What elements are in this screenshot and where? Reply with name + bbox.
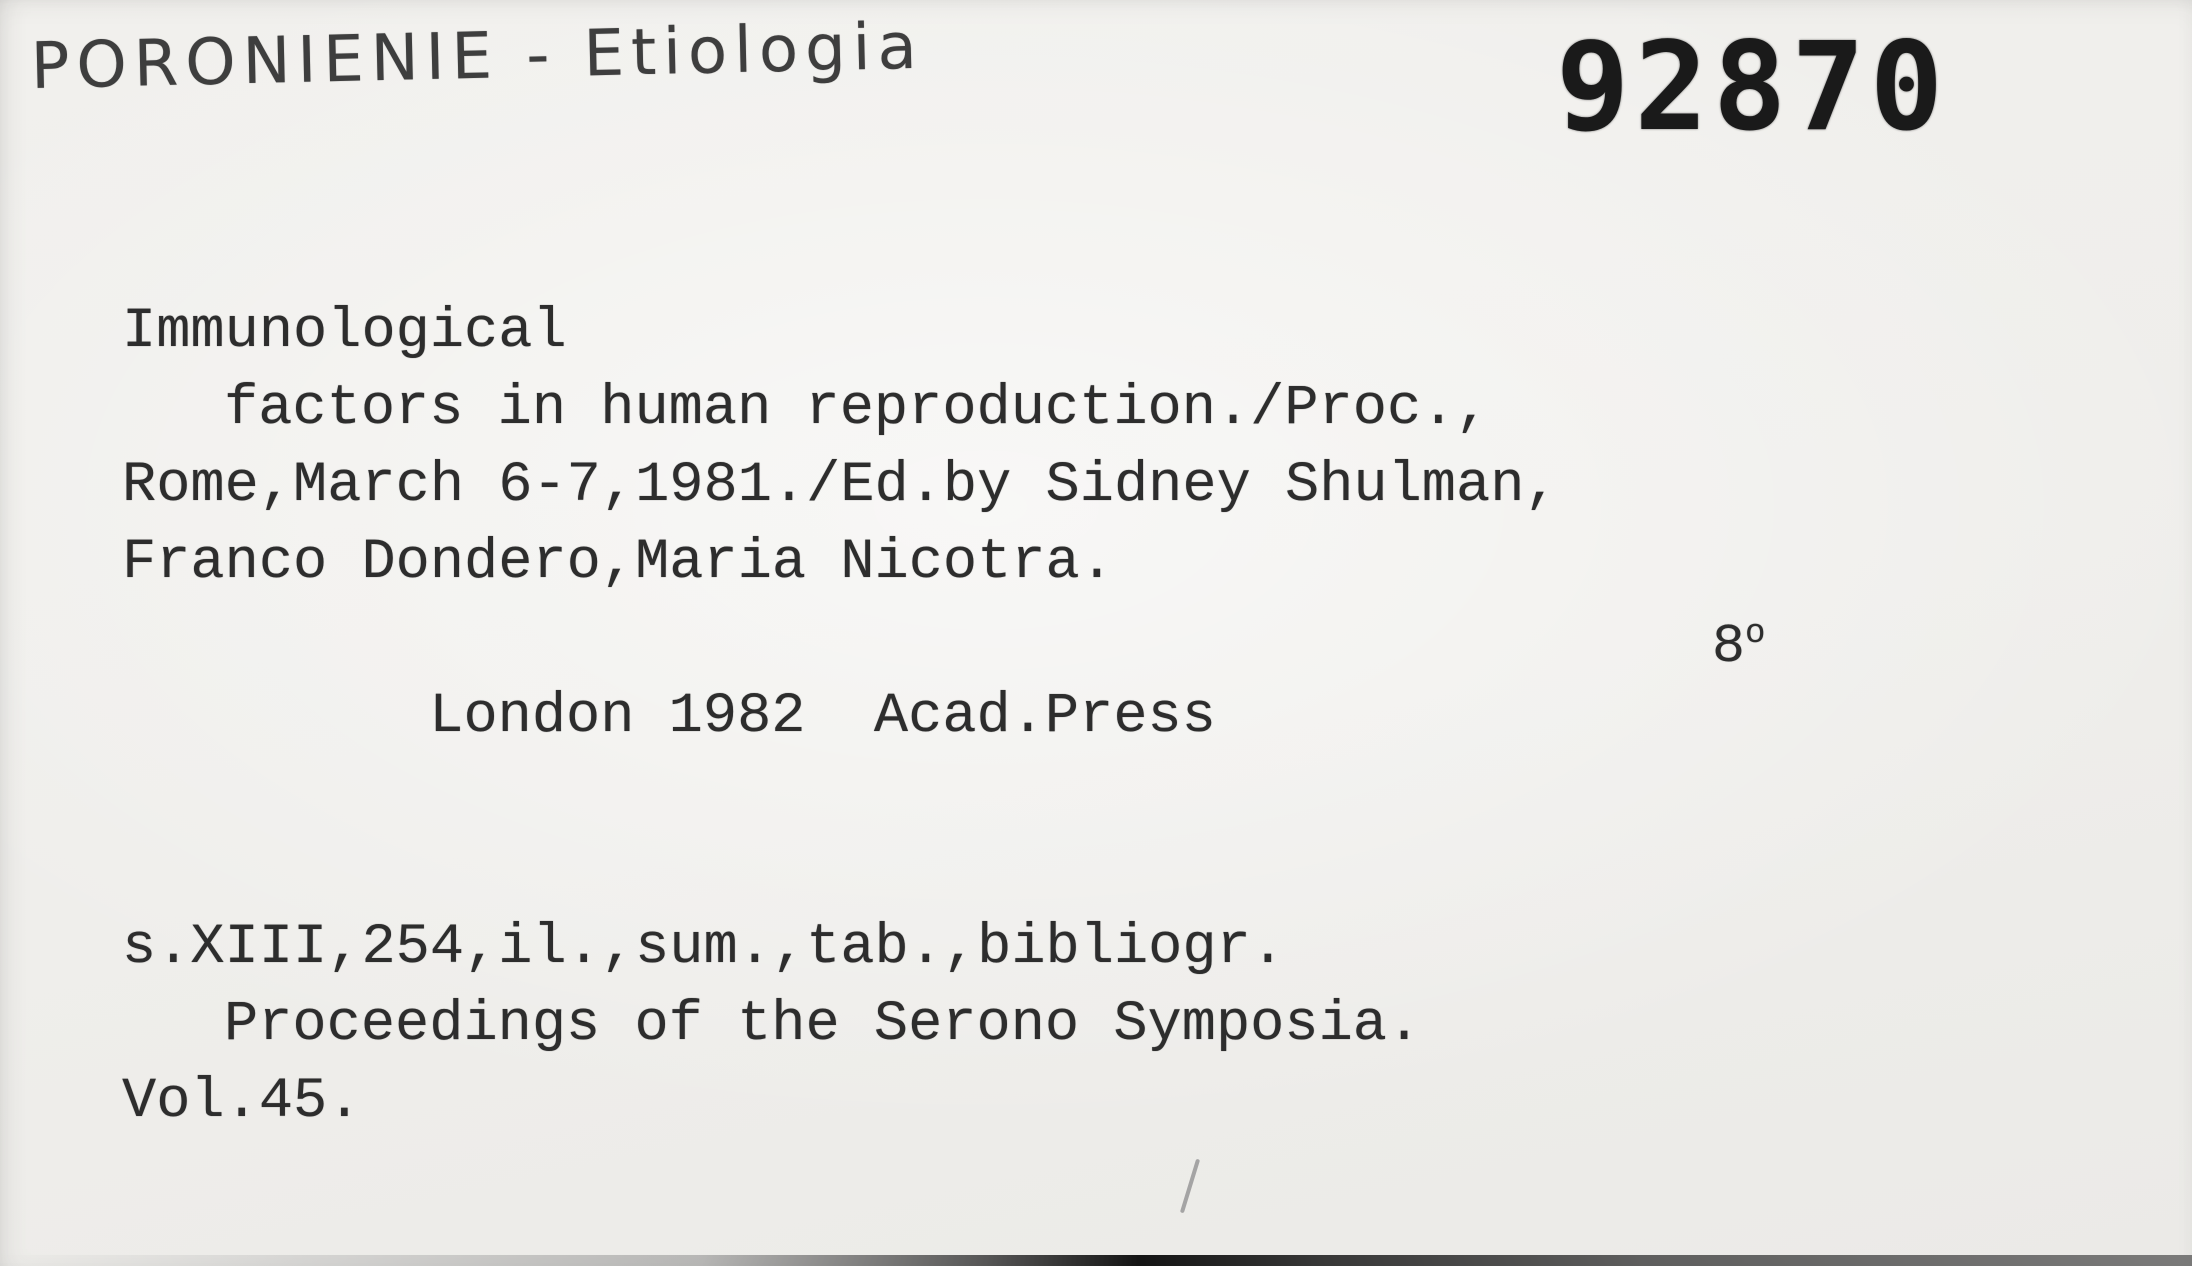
bibliographic-entry [122,294,1766,1141]
body-line-series: Proceedings of the Serono Symposia. [224,993,1422,1057]
body-line-volume: Vol.45. [122,1070,362,1134]
body-line-place-editors: Rome,March 6-7,1981./Ed.by Sidney Shulman, [122,454,1559,518]
format-size-superscript: o [1745,615,1766,654]
imprint-text: London 1982 Acad.Press [429,685,1216,749]
body-line-editors-continuation: Franco Dondero,Maria Nicotra. [122,531,1114,595]
body-line-collation: s.XIII,254,il.,sum.,tab.,bibliogr. [122,916,1285,980]
body-line-title-start: Immunological [122,300,567,364]
body-line-title-continuation: factors in human reproduction./Proc., [224,377,1490,441]
subject-heading: PORONIENIE - Etiologia [30,9,925,104]
format-size-base: 8 [1712,615,1746,678]
accession-number-stamp: 92870 [1556,16,1949,158]
format-size-notation [1712,608,1765,692]
body-line-imprint [122,602,1766,910]
stray-pen-mark [1180,1159,1200,1214]
scan-edge-shadow [0,1255,2192,1266]
